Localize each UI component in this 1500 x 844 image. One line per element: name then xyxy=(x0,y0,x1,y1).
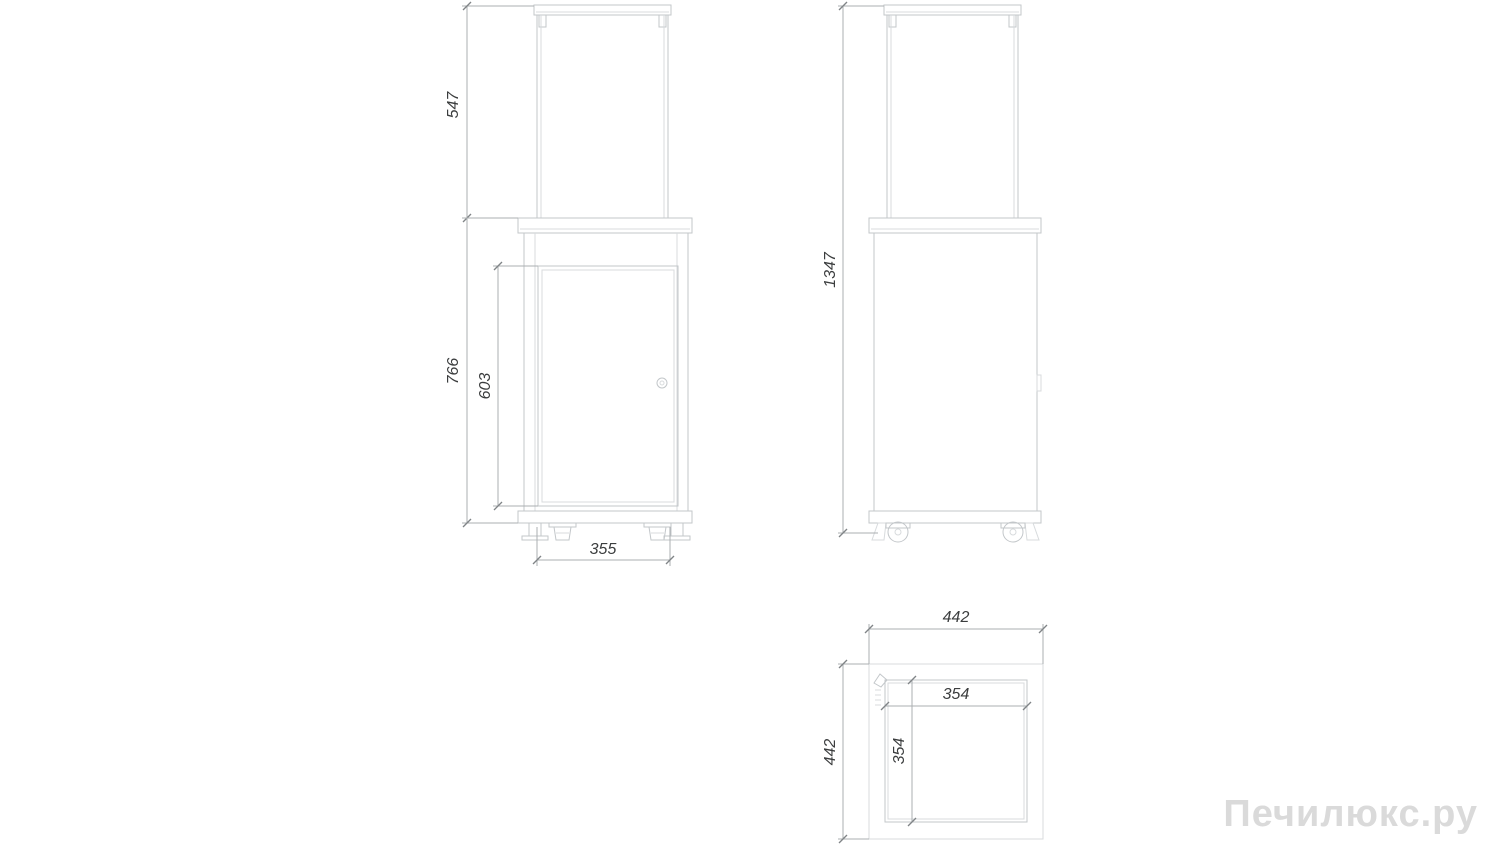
front-casters xyxy=(549,523,671,540)
front-view xyxy=(445,2,692,566)
side-view xyxy=(822,2,1041,542)
front-bottom-plate xyxy=(518,511,692,523)
front-cabinet-body xyxy=(524,233,688,511)
dim-label-top-outer-depth: 442 xyxy=(822,738,839,766)
front-door xyxy=(538,266,678,506)
side-bottom-plate xyxy=(869,511,1041,523)
dim-label-front-body-height: 766 xyxy=(445,357,462,385)
dim-top-outer-depth xyxy=(822,660,869,843)
dim-front-glass-height xyxy=(445,2,534,222)
dim-top-outer-width xyxy=(865,609,1047,664)
dim-label-front-base-width: 355 xyxy=(589,541,617,558)
dim-top-inner-width xyxy=(881,686,1031,710)
dim-side-total-height xyxy=(822,2,884,537)
front-top-plate xyxy=(518,218,692,233)
top-view xyxy=(822,609,1047,843)
dim-front-body-height xyxy=(445,218,518,527)
door-lock-icon xyxy=(657,378,667,388)
side-casters xyxy=(872,522,1039,542)
dim-label-side-total-height: 1347 xyxy=(822,252,839,288)
side-top-cap xyxy=(884,5,1021,27)
front-top-cap xyxy=(534,5,671,27)
dim-top-inner-depth xyxy=(891,676,916,826)
watermark-logo: Печилюкс.ру xyxy=(1223,793,1478,835)
dim-label-top-inner-depth: 354 xyxy=(891,737,908,765)
side-top-plate xyxy=(869,218,1041,233)
dim-label-top-outer-width: 442 xyxy=(942,609,970,626)
dim-front-door-height xyxy=(477,262,538,510)
side-cabinet-body xyxy=(874,233,1041,511)
front-glass-panel xyxy=(537,15,668,218)
dim-label-front-glass-height: 547 xyxy=(445,91,462,119)
dim-label-front-door-height: 603 xyxy=(477,372,494,400)
side-handle xyxy=(1037,375,1041,391)
dim-label-top-inner-width: 354 xyxy=(942,686,970,703)
side-glass-panel xyxy=(887,15,1018,218)
